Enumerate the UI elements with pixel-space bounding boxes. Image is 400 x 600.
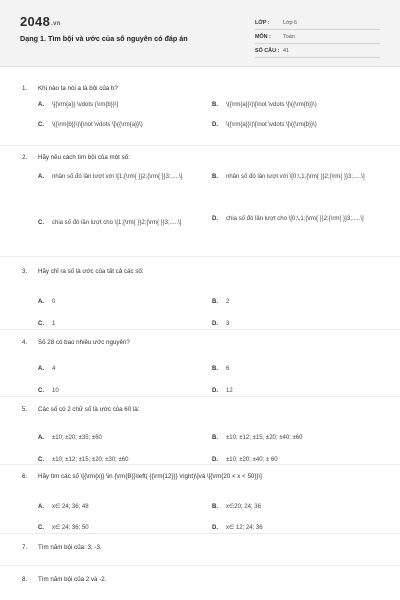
question-number: 6. [22,473,28,480]
option-c[interactable] [38,524,202,533]
meta-value: 41 [283,47,289,54]
option-text: ±10; ±12; ±15; ±20; ±40; ±60 [226,435,303,441]
question-number: 8. [22,576,28,583]
logo-text: 2048 [20,14,51,29]
option-c[interactable] [38,121,202,130]
meta-value: Toán [283,33,295,40]
option-b[interactable] [212,173,376,182]
document-header [0,0,400,67]
option-text: x∈20; 24; 36 [226,504,261,510]
option-text: 12 [226,388,233,394]
question-number: 7. [22,544,28,551]
option-letter: A. [38,102,44,108]
option-d[interactable] [212,215,376,224]
option-text: 3 [226,321,230,327]
option-b[interactable] [212,434,376,443]
question-number: 3. [22,268,28,275]
option-d[interactable] [212,524,376,533]
meta-key: SỐ CÂU : [255,47,280,54]
question-number: 1. [22,85,28,92]
question-divider [0,329,400,330]
option-text: 6 [226,366,230,372]
option-text: x∈ 12; 24; 36 [226,525,263,531]
option-letter: A. [38,435,44,441]
option-letter: D. [212,122,218,128]
question-text: Các số có 2 chữ số là ước của 60 là: [38,406,140,413]
option-letter: D. [212,525,218,531]
option-letter: C. [38,122,44,128]
question-divider [0,145,400,146]
option-a[interactable] [38,503,202,512]
option-letter: D. [212,388,218,394]
question-number: 4. [22,339,28,346]
option-d[interactable] [212,121,376,130]
option-text: \({\rm{a}}\)\[\not \vdots \]\({\rm{b}}\) [226,102,317,108]
question-5 [22,405,382,462]
meta-key: MÔN : [255,33,271,40]
option-text: 4 [52,366,56,372]
option-a[interactable] [38,173,202,182]
question-text: Hãy chỉ ra số là ước của tất cả các số: [38,268,144,275]
option-b[interactable] [212,101,376,110]
option-text: 2 [226,299,230,305]
option-b[interactable] [212,298,376,307]
option-text: \({\rm{b}}\)\[\not \vdots \]\({\rm{a}}\) [52,122,143,128]
option-letter: C. [38,525,44,531]
option-text: x∈ 24; 36; 48 [52,504,89,510]
option-letter: C. [38,388,44,394]
option-c[interactable] [38,219,202,228]
question-7 [22,543,382,552]
question-number: 2. [22,154,28,161]
option-text: \[{\rm{a}} \vdots {\rm{b}}\] [52,102,119,108]
option-d[interactable] [212,387,376,396]
meta-key: LỚP : [255,19,270,26]
option-letter: A. [38,299,44,305]
option-letter: B. [212,299,218,305]
option-a[interactable] [38,298,202,307]
option-letter: B. [212,174,218,180]
question-2 [22,153,382,250]
question-divider [0,565,400,566]
meta-row-subject [255,30,380,44]
option-text: nhân số đó lần lượt với \[1;{\rm{ }}2;{\rm{ }}3;.....\] [52,174,183,180]
option-text: ±10; ±20; ±35; ±60 [52,435,102,441]
option-letter: B. [212,504,218,510]
option-letter: D. [212,321,218,327]
option-letter: D. [212,457,218,463]
question-text: Hãy tìm các số \[{\rm{x}} \in {\rm{B}}\left( {{\rm{12}}} \right)\]và \[{\rm{20 < x < 50}}\] [38,473,262,480]
question-text: Khi nào ta nói a là bội của b? [38,85,118,92]
question-divider [0,464,400,465]
option-text: \({\rm{a}}\)\[\not \vdots \]\({\rm{b}}\) [226,122,317,128]
document-meta [255,16,380,58]
meta-value: Lớp 6 [283,19,298,26]
question-text: Số 28 có bao nhiêu ước nguyên? [38,339,130,346]
option-letter: C. [38,321,44,327]
question-divider [0,256,400,257]
option-text: 0 [52,299,56,305]
question-divider [0,533,400,534]
option-a[interactable] [38,101,202,110]
option-letter: C. [38,220,44,226]
option-c[interactable] [38,320,202,329]
question-3 [22,267,382,327]
option-d[interactable] [212,320,376,329]
option-letter: A. [38,504,44,510]
option-text: 10 [52,388,59,394]
option-a[interactable] [38,434,202,443]
option-text: chia số đó lần lượt cho \[1;{\rm{ }}2;{\rm{ }}3;.....\] [52,220,182,226]
question-text: Tìm năm bội của: 3; -3. [38,544,102,551]
option-c[interactable] [38,387,202,396]
question-divider [0,396,400,397]
option-text: chia số đó lần lượt cho \[0;\,1;{\rm{ }}2;{\rm{ }}3;.....\] [226,216,364,222]
option-b[interactable] [212,365,376,374]
option-letter: B. [212,366,218,372]
site-logo[interactable] [20,14,61,29]
logo-suffix: .vn [51,21,61,27]
option-letter: B. [212,435,218,441]
option-b[interactable] [212,503,376,512]
option-letter: C. [38,457,44,463]
question-text: Hãy nêu cách tìm bội của một số: [38,154,130,161]
document-title: Dạng 1. Tìm bội và ước của số nguyên có đáp án [20,34,188,43]
option-letter: D. [212,216,218,222]
question-number: 5. [22,406,28,413]
question-4 [22,338,382,395]
option-text: nhân số đó lần lượt với \[0;\,1;{\rm{ }}2;{\rm{ }}3;.....\] [226,174,365,180]
option-text: ±10; ±12; ±15; ±20; ±30; ±60 [52,457,129,463]
option-text: 1 [52,321,56,327]
meta-row-class [255,16,380,30]
option-text: ±10; ±20; ±40; ± 60 [226,457,278,463]
option-letter: B. [212,102,218,108]
option-letter: A. [38,366,44,372]
option-text: x∈ 24; 36; 50 [52,525,89,531]
question-8 [22,575,382,584]
option-a[interactable] [38,365,202,374]
question-text: Tìm năm bội của 2 và -2. [38,576,107,583]
question-6 [22,472,382,529]
option-letter: A. [38,174,44,180]
meta-row-count [255,44,380,58]
question-1 [22,84,382,141]
